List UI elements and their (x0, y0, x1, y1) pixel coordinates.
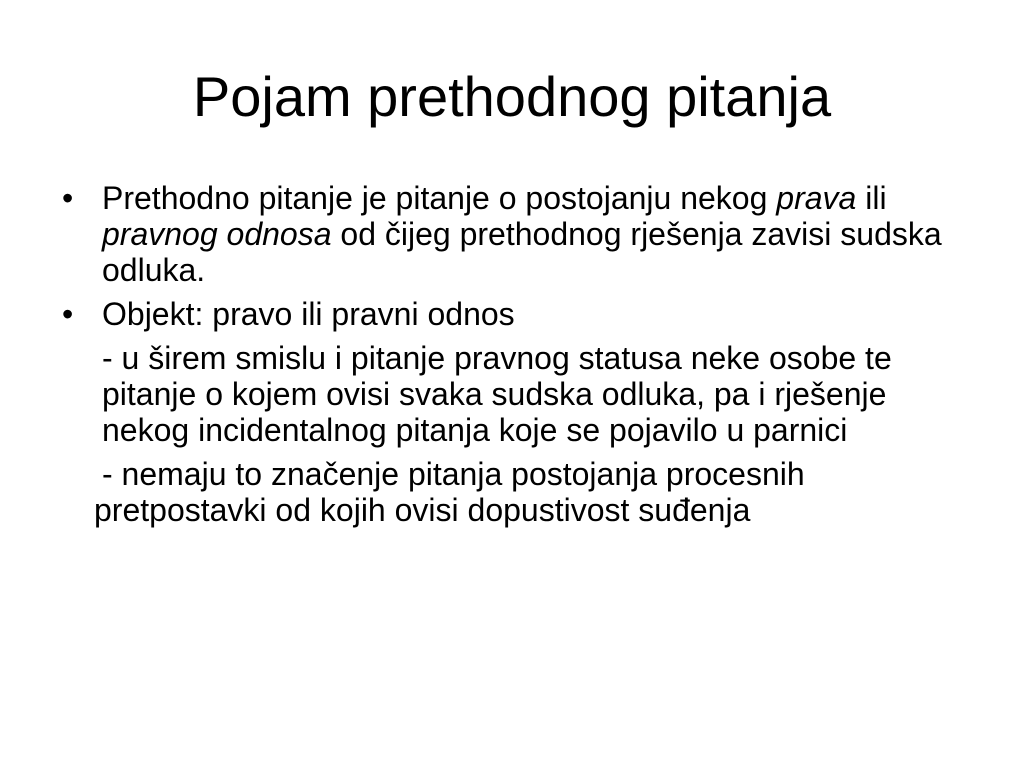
bullet-icon: • (62, 296, 74, 332)
bullet-1-text-part3: od čijeg prethodnog rješenja zavisi sudska odluka. (102, 216, 942, 288)
bullet-1-italic-prava: prava (776, 180, 857, 216)
bullet-1-text-part2: ili (856, 180, 887, 216)
slide-body (56, 180, 976, 536)
slide-title: Pojam prethodnog pitanja (192, 65, 832, 128)
sub-paragraph-2-text: - nemaju to značenje pitanja postojanja procesnih pretpostavki od kojih ovisi dopustivost suđenja (94, 456, 805, 528)
bullet-1-italic-pravnog-odnosa: pravnog odnosa (102, 216, 332, 252)
sub-paragraph-1: - u širem smislu i pitanje pravnog statusa neke osobe te pitanje o kojem ovisi svaka sudska odluka, pa i rješenje nekog incidentalnog pitanja koje se pojavilo u parnici (102, 340, 892, 448)
bullet-icon: • (62, 180, 74, 216)
bullet-item-1 (56, 180, 976, 288)
sub-paragraph-2 (56, 456, 976, 528)
bullet-1-text-part1: Prethodno pitanje je pitanje o postojanju nekog (102, 180, 777, 216)
bullet-item-2 (56, 296, 976, 332)
bullet-2-text: Objekt: pravo ili pravni odnos (102, 296, 515, 332)
